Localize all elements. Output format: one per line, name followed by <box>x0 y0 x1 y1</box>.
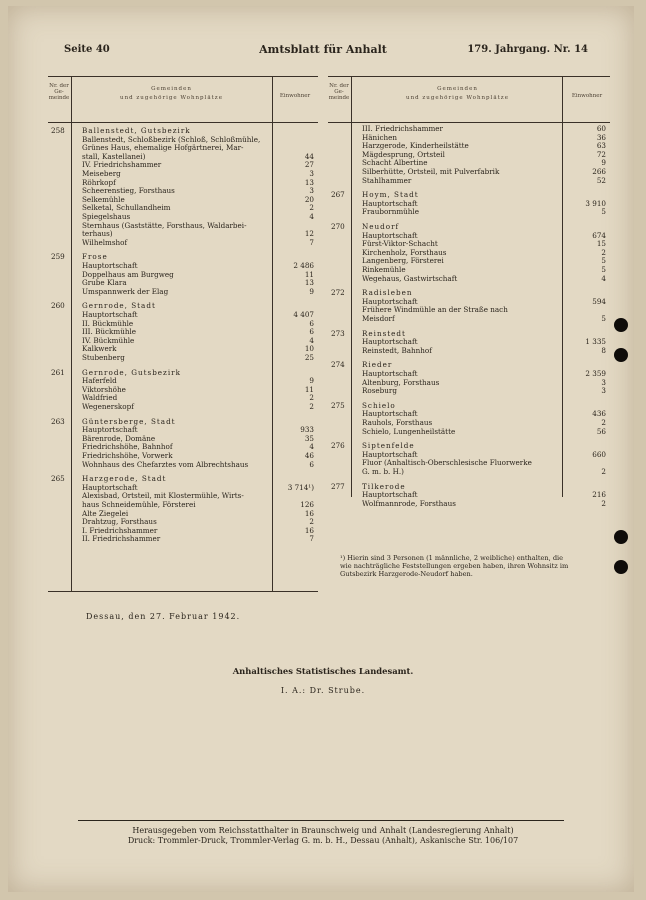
header-gemeinden-line2: und zugehörige Wohnplätze <box>406 95 509 101</box>
place-name: Fraubornmühle <box>362 208 419 217</box>
table-row <box>48 320 318 328</box>
inhabitants-value: 2 <box>601 418 606 427</box>
place-name: III. Friedrichshammer <box>362 125 443 133</box>
table-row <box>48 271 318 279</box>
footer-rule <box>78 820 564 821</box>
inhabitants-value: 25 <box>304 353 314 362</box>
place-name: Meiseberg <box>82 170 121 178</box>
inhabitants-value: 2 <box>601 467 606 476</box>
table-row <box>328 306 610 314</box>
table-row <box>48 394 318 402</box>
place-name: Umspannwerk der Elag <box>82 287 169 296</box>
place-name: Hauptortschaft <box>362 297 418 306</box>
table-row <box>48 377 318 385</box>
table-row <box>48 426 318 434</box>
inhabitants-value: 2 <box>309 393 314 403</box>
municipality-name: Neudorf <box>362 223 400 231</box>
inhabitants-value: 52 <box>596 175 606 185</box>
place-name: Frühere Windmühle an der Straße nach <box>362 306 508 315</box>
inhabitants-value: 10 <box>304 344 314 354</box>
place-name: Hauptortschaft <box>362 231 418 240</box>
inhabitants-value: 16 <box>304 525 314 535</box>
inhabitants-value: 12 <box>304 229 314 239</box>
inhabitants-value: 27 <box>304 160 314 170</box>
footnote <box>340 554 612 578</box>
table-row <box>48 222 318 230</box>
table-row <box>328 428 610 436</box>
table-row <box>48 527 318 535</box>
place-name: Alte Ziegelei <box>82 509 129 518</box>
table-row <box>328 208 610 216</box>
inhabitants-value: 4 <box>601 273 606 283</box>
table-row <box>328 177 610 185</box>
table-row <box>48 510 318 518</box>
place-name: Wohnhaus des Chefarztes vom Albrechtshaus <box>82 460 249 469</box>
header-gemeinden-line1: Gemeinden <box>437 86 478 92</box>
inhabitants-value: 46 <box>304 451 314 460</box>
inhabitants-value: 674 <box>592 230 606 240</box>
table-row <box>328 266 610 274</box>
table-row <box>328 142 610 150</box>
row-number: 273 <box>331 328 345 338</box>
table-row <box>328 500 610 508</box>
place-name: Wegenerskopf <box>82 403 134 411</box>
inhabitants-value: 35 <box>304 433 314 443</box>
table-row <box>328 370 610 378</box>
municipality-name: Radisleben <box>362 289 413 298</box>
inhabitants-value: 16 <box>304 508 314 518</box>
place-name: Altenburg, Forsthaus <box>362 378 440 387</box>
publisher-line: Herausgegeben vom Reichsstatthalter in Braunschweig und Anhalt (Landesregierung Anhalt) <box>132 826 514 835</box>
place-name: Doppelhaus am Burgweg <box>82 270 174 279</box>
inhabitants-value: 4 407 <box>293 310 314 319</box>
table-row <box>48 418 318 426</box>
table-row <box>48 196 318 204</box>
place-name: Hauptortschaft <box>82 426 138 435</box>
place-name: Hauptortschaft <box>362 370 418 378</box>
table-row <box>328 347 610 355</box>
header-gemeinden-line2: und zugehörige Wohnplätze <box>120 95 223 101</box>
header-gemeinden <box>73 85 270 103</box>
inhabitants-value: 13 <box>304 278 314 288</box>
place-name: Fürst-Viktor-Schacht <box>362 240 438 249</box>
table-row <box>328 249 610 257</box>
place-name: Friedrichshöhe, Bahnhof <box>82 443 173 452</box>
table-row <box>48 475 318 483</box>
header-einwohner: Einwohner <box>571 93 603 99</box>
inhabitants-value: 5 <box>601 256 606 266</box>
table-row <box>48 337 318 345</box>
municipality-name: Ballenstedt, Gutsbezirk <box>82 127 191 135</box>
place-name: haus Schneidemühle, Försterei <box>82 501 196 509</box>
municipality-name: Harzgerode, Stadt <box>82 475 167 484</box>
table-header <box>48 77 318 123</box>
signature: I. A.: Dr. Strube. <box>280 686 366 695</box>
place-name: Fluor (Anhaltisch-Oberschlesische Fluorwerke <box>362 459 532 468</box>
place-name: Selkemühle <box>82 195 125 204</box>
table-left <box>48 76 318 592</box>
row-number: 276 <box>331 441 345 451</box>
inhabitants-value: 6 <box>309 318 314 328</box>
place-name: Hauptortschaft <box>82 262 138 270</box>
place-name: Hauptortschaft <box>362 338 418 347</box>
row-number: 272 <box>331 288 345 298</box>
footnote-line: ¹) Hierin sind 3 Personen (1 männliche, 2 weibliche) enthalten, die <box>340 554 564 562</box>
place-name: Hauptortschaft <box>362 410 418 419</box>
inhabitants-value: 3 714¹) <box>287 482 314 492</box>
table-row <box>328 459 610 467</box>
row-number: 263 <box>51 416 65 426</box>
table-row <box>48 535 318 543</box>
inhabitants-value: 13 <box>304 177 314 187</box>
place-name: Grube Klara <box>82 279 127 288</box>
place-name: Wolfmannrode, Forsthaus <box>362 499 456 508</box>
place-name: Roseburg <box>362 387 397 396</box>
table-row <box>48 501 318 509</box>
table-row <box>48 443 318 451</box>
table-row <box>48 253 318 261</box>
table-row <box>328 200 610 208</box>
table-row <box>328 338 610 346</box>
place-name: Hauptortschaft <box>362 199 418 208</box>
inhabitants-value: 594 <box>592 296 606 306</box>
place-name: Kalkwerk <box>82 345 117 354</box>
table-row <box>48 239 318 247</box>
inhabitants-value: 2 <box>309 517 314 527</box>
table-row <box>48 213 318 221</box>
table-row <box>48 136 318 144</box>
table-row <box>48 311 318 319</box>
table-header <box>328 77 610 123</box>
table-row <box>328 159 610 167</box>
place-name: Waldfried <box>82 394 118 403</box>
table-row <box>328 402 610 410</box>
place-name: Hänichen <box>362 133 398 142</box>
place-name: G. m. b. H.) <box>362 468 404 476</box>
header-gemeinden <box>353 85 562 103</box>
inhabitants-value: 4 <box>309 442 314 452</box>
inhabitants-value: 60 <box>596 124 606 133</box>
table-row <box>48 302 318 310</box>
inhabitants-value: 4 <box>309 335 314 345</box>
inhabitants-value: 2 359 <box>585 369 606 378</box>
table-row <box>48 262 318 270</box>
inhabitants-value: 44 <box>304 151 314 161</box>
inhabitants-value: 63 <box>596 141 606 151</box>
table-row <box>328 361 610 369</box>
row-number: 259 <box>51 252 65 262</box>
table-row <box>48 230 318 238</box>
inhabitants-value: 8 <box>601 345 606 355</box>
table-row <box>328 168 610 176</box>
table-row <box>328 491 610 499</box>
place-name: IV. Friedrichshammer <box>82 161 162 170</box>
table-row <box>328 315 610 323</box>
place-name: Rauhols, Forsthaus <box>362 419 433 427</box>
place-name: Röhrkopf <box>82 178 116 187</box>
place-name: Spiegelshaus <box>82 213 131 221</box>
inhabitants-value: 72 <box>596 149 606 159</box>
inhabitants-value: 2 <box>601 498 606 508</box>
header-nr: Nr. der Ge- meinde <box>48 83 70 101</box>
table-row <box>48 369 318 377</box>
place-name: Meisdorf <box>362 315 395 323</box>
table-row <box>328 330 610 338</box>
table-row <box>328 298 610 306</box>
table-row <box>48 452 318 460</box>
table-row <box>328 275 610 283</box>
row-number: 270 <box>331 222 345 231</box>
date-line: Dessau, den 27. Februar 1942. <box>86 612 241 621</box>
inhabitants-value: 9 <box>309 376 314 386</box>
place-name: Alexisbad, Ortsteil, mit Klostermühle, Wirts- <box>82 492 244 501</box>
table-row <box>328 125 610 133</box>
table-row <box>48 144 318 152</box>
inhabitants-value: 56 <box>596 426 606 436</box>
inhabitants-value: 933 <box>300 425 314 435</box>
place-name: Rinkemühle <box>362 266 406 274</box>
table-row <box>328 442 610 450</box>
place-name: Kirchenholz, Forsthaus <box>362 248 447 257</box>
place-name: Schielo, Lungenheilstätte <box>362 427 456 436</box>
table-row <box>328 134 610 142</box>
municipality-name: Siptenfelde <box>362 442 415 451</box>
place-name: II. Friedrichshammer <box>82 535 161 544</box>
table-row <box>328 387 610 395</box>
row-number: 267 <box>331 190 345 200</box>
place-name: IV. Bückmühle <box>82 336 135 345</box>
table-row <box>328 451 610 459</box>
punch-hole <box>614 560 628 574</box>
table-row <box>48 179 318 187</box>
inhabitants-value: 4 <box>309 212 314 221</box>
place-name: Selketal, Schullandheim <box>82 204 171 213</box>
inhabitants-value: 1 335 <box>585 337 606 347</box>
inhabitants-value: 5 <box>601 207 606 217</box>
inhabitants-value: 2 <box>601 247 606 257</box>
municipality-name: Reinstedt <box>362 329 406 338</box>
place-name: Schacht Albertine <box>362 159 428 168</box>
inhabitants-value: 9 <box>601 158 606 168</box>
row-number: 258 <box>51 126 65 135</box>
table-row <box>48 288 318 296</box>
municipality-name: Hoym, Stadt <box>362 191 419 200</box>
place-name: Langenberg, Försterei <box>362 257 444 266</box>
place-name: Hauptortschaft <box>82 483 138 492</box>
place-name: Bärenrode, Domäne <box>82 434 156 443</box>
inhabitants-value: 3 <box>601 377 606 387</box>
inhabitants-value: 3 <box>309 169 314 178</box>
inhabitants-value: 436 <box>592 409 606 419</box>
inhabitants-value: 216 <box>592 490 606 500</box>
table-row <box>48 279 318 287</box>
row-number: 275 <box>331 400 345 410</box>
table-row <box>328 419 610 427</box>
inhabitants-value: 15 <box>596 239 606 249</box>
inhabitants-value: 3 <box>309 186 314 196</box>
inhabitants-value: 266 <box>592 167 606 176</box>
municipality-name: Gernrode, Gutsbezirk <box>82 368 181 377</box>
table-row <box>328 468 610 476</box>
table-row <box>48 403 318 411</box>
table-row <box>48 153 318 161</box>
table-row <box>48 170 318 178</box>
publication-title: Amtsblatt für Anhalt <box>259 43 387 56</box>
place-name: Drahtzug, Forsthaus <box>82 518 157 527</box>
place-name: III. Bückmühle <box>82 328 137 337</box>
place-name: Hauptortschaft <box>362 450 418 459</box>
row-number: 274 <box>331 360 345 370</box>
table-row <box>48 345 318 353</box>
punch-hole <box>614 348 628 362</box>
table-row <box>328 257 610 265</box>
table-row <box>328 151 610 159</box>
printer-line: Druck: Trommler-Druck, Trommler-Verlag G. m. b. H., Dessau (Anhalt), Askanische Str. 106/107 <box>127 836 519 845</box>
place-name: Mägdesprung, Ortsteil <box>362 150 445 159</box>
table-row <box>48 328 318 336</box>
inhabitants-value: 5 <box>601 314 606 323</box>
punch-hole <box>614 530 628 544</box>
inhabitants-value: 7 <box>309 534 314 544</box>
issuing-office: Anhaltisches Statistisches Landesamt. <box>232 666 414 676</box>
place-name: Reinstedt, Bahnhof <box>362 346 432 355</box>
place-name: Hauptortschaft <box>362 491 418 500</box>
row-number: 260 <box>51 301 65 311</box>
municipality-name: Gernrode, Stadt <box>82 302 156 311</box>
place-name: Viktorshöhe <box>82 385 126 394</box>
table-row <box>328 232 610 240</box>
place-name: Silberhütte, Ortsteil, mit Pulverfabrik <box>362 168 500 176</box>
inhabitants-value: 5 <box>601 265 606 274</box>
row-number: 265 <box>51 474 65 484</box>
municipality-name: Frose <box>82 253 108 262</box>
place-name: Ballenstedt, Schloßbezirk (Schloß, Schloßmühle, <box>82 135 261 144</box>
place-name: Friedrichshöhe, Vorwerk <box>82 452 173 460</box>
place-name: Haferfeld <box>82 377 117 386</box>
table-row <box>48 386 318 394</box>
place-name: Harzgerode, Kinderheilstätte <box>362 142 469 151</box>
inhabitants-value: 2 <box>309 203 314 213</box>
place-name: II. Bückmühle <box>82 319 134 328</box>
footnote-line: Gutsbezirk Harzgerode-Neudorf haben. <box>340 570 473 578</box>
table-row <box>328 223 610 231</box>
table-row <box>48 492 318 500</box>
place-name: Grünes Haus, ehemalige Hofgärtnerei, Mar- <box>82 144 244 153</box>
place-name: terhaus) <box>82 230 113 239</box>
punch-hole <box>614 318 628 332</box>
place-name: Sternhaus (Gaststätte, Forsthaus, Waldarbei- <box>82 221 247 230</box>
place-name: Stubenberg <box>82 354 125 362</box>
inhabitants-value: 9 <box>309 286 314 296</box>
table-row <box>48 187 318 195</box>
inhabitants-value: 36 <box>596 132 606 142</box>
place-name: Wegehaus, Gastwirtschaft <box>362 274 458 283</box>
table-row <box>48 204 318 212</box>
inhabitants-value: 660 <box>592 449 606 459</box>
table-row <box>328 289 610 297</box>
header-einwohner: Einwohner <box>279 93 311 99</box>
table-row <box>48 127 318 135</box>
row-number: 277 <box>331 481 345 491</box>
table-row <box>48 435 318 443</box>
inhabitants-value: 11 <box>304 384 314 394</box>
municipality-name: Rieder <box>362 361 393 370</box>
table-row <box>48 354 318 362</box>
place-name: Scheerenstieg, Forsthaus <box>82 187 175 196</box>
issue-number: 179. Jahrgang. Nr. 14 <box>467 44 588 55</box>
page-number: Seite 40 <box>64 44 110 55</box>
inhabitants-value: 3 910 <box>585 198 606 208</box>
footnote-line: wie nachträgliche Feststellungen ergeben haben, ihren Wohnsitz im <box>340 562 569 570</box>
inhabitants-value: 20 <box>304 194 314 204</box>
table-row <box>48 461 318 469</box>
inhabitants-value: 2 <box>309 402 314 411</box>
inhabitants-value: 3 <box>601 386 606 396</box>
municipality-name: Schielo <box>362 401 396 410</box>
place-name: Wilhelmshof <box>82 238 128 247</box>
inhabitants-value: 2 486 <box>293 261 314 270</box>
row-number: 261 <box>51 367 65 377</box>
municipality-name: Güntersberge, Stadt <box>82 417 176 426</box>
place-name: I. Friedrichshammer <box>82 526 158 535</box>
table-row <box>328 191 610 199</box>
table-row <box>48 518 318 526</box>
inhabitants-value: 7 <box>309 237 314 247</box>
inhabitants-value: 11 <box>304 269 314 279</box>
table-row <box>48 484 318 492</box>
inhabitants-value: 6 <box>309 327 314 337</box>
table-row <box>328 240 610 248</box>
place-name: stall, Kastellanei) <box>82 152 146 161</box>
place-name: Hauptortschaft <box>82 311 138 319</box>
inhabitants-value: 126 <box>300 500 314 509</box>
municipality-name: Tilkerode <box>362 482 406 491</box>
table-row <box>328 410 610 418</box>
place-name: Stahlhammer <box>362 176 412 185</box>
header-gemeinden-line1: Gemeinden <box>151 86 192 92</box>
table-row <box>328 379 610 387</box>
table-row <box>328 483 610 491</box>
inhabitants-value: 6 <box>309 459 314 469</box>
header-nr: Nr. der Ge- meinde <box>328 83 350 101</box>
table-right <box>328 76 610 508</box>
table-row <box>48 161 318 169</box>
